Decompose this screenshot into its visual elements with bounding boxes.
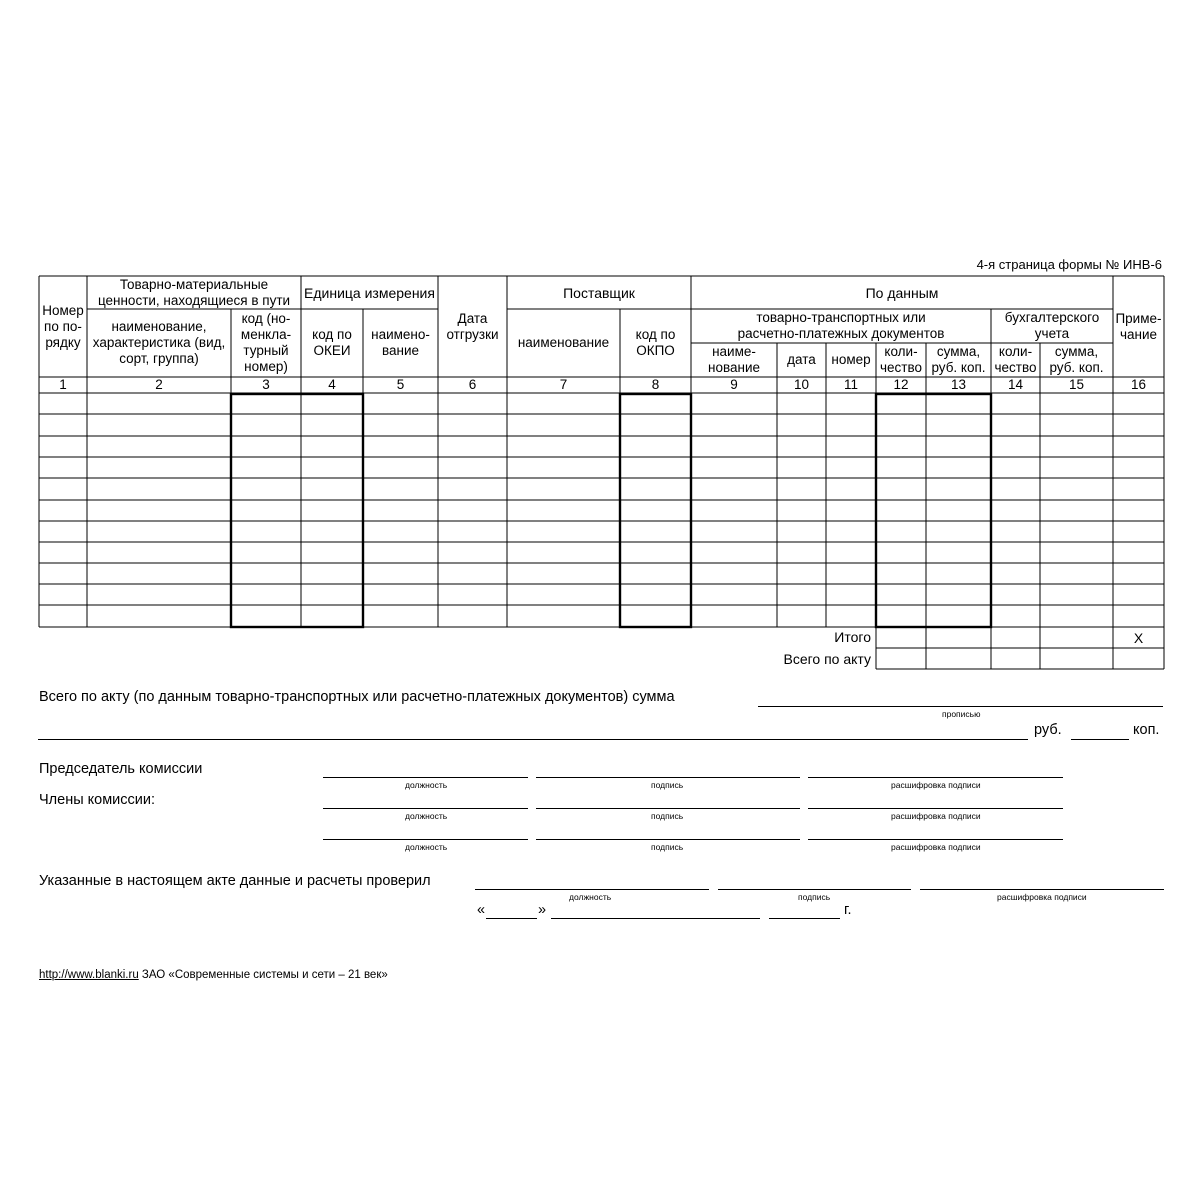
member1-decoding-line[interactable] (808, 808, 1063, 809)
member2-position-line[interactable] (323, 839, 528, 840)
quote-open: « (477, 902, 486, 918)
date-year-line[interactable] (769, 918, 840, 919)
footer-link[interactable]: http://www.blanki.ru (39, 969, 139, 981)
page-label: 4-я страница формы № ИНВ-6 (976, 257, 1162, 272)
column-number: 11 (843, 377, 858, 392)
decoding-caption: расшифровка подписи (997, 892, 1087, 902)
header-goods-name: наименование, характеристика (вид, сорт, группа) (92, 319, 226, 366)
column-number: 10 (793, 377, 810, 392)
sum-continued-line[interactable] (38, 739, 1028, 740)
member1-position-line[interactable] (323, 808, 528, 809)
header-ttn-date: дата (787, 352, 816, 367)
header-ttn-docs: товарно-транспортных или расчетно-платежных документов (737, 310, 945, 341)
column-number: 8 (651, 377, 660, 392)
column-number: 9 (730, 377, 738, 392)
header-supplier-name: наименование (517, 335, 610, 350)
header-ship-date: Дата отгрузки (446, 311, 499, 342)
column-number: 7 (559, 377, 568, 392)
header-acc-sum: сумма, руб. коп. (1049, 344, 1104, 375)
member1-signature-line[interactable] (536, 808, 800, 809)
position-caption: должность (405, 780, 448, 790)
member2-signature-line[interactable] (536, 839, 800, 840)
chairman-label: Председатель комиссии (39, 761, 203, 777)
signature-caption: подпись (651, 842, 684, 852)
decoding-caption: расшифровка подписи (891, 811, 981, 821)
header-acc-qty: коли- чество (994, 344, 1037, 375)
members-label: Члены комиссии: (39, 792, 156, 808)
column-number: 2 (155, 377, 163, 392)
column-number: 12 (893, 377, 909, 392)
header-ttn-sum: сумма, руб. коп. (931, 344, 986, 375)
header-supplier-okpo: код по ОКПО (635, 327, 676, 358)
member2-decoding-line[interactable] (808, 839, 1063, 840)
chairman-signature-line[interactable] (536, 777, 800, 778)
header-note: Приме- чание (1115, 311, 1162, 342)
in-words-caption: прописью (942, 709, 981, 719)
header-by-data: По данным (865, 285, 939, 301)
position-caption: должность (405, 811, 448, 821)
sum-in-words-line[interactable] (758, 706, 1163, 707)
checker-position-line[interactable] (475, 889, 709, 890)
column-number: 14 (1007, 377, 1024, 392)
column-number: 1 (59, 377, 67, 392)
vsego-po-aktu-label: Всего по акту (783, 651, 871, 667)
signature-caption: подпись (651, 811, 684, 821)
signature-caption: подпись (798, 892, 831, 902)
column-number: 13 (950, 377, 967, 392)
x-mark: X (1133, 630, 1144, 646)
header-ttn-number: номер (831, 352, 871, 367)
total-sum-label: Всего по акту (по данным товарно-транспортных или расчетно-платежных документов) сумма (39, 689, 675, 705)
column-number: 15 (1068, 377, 1085, 392)
header-unit-name: наимено- вание (371, 327, 430, 358)
header-unit: Единица измерения (304, 285, 435, 301)
checker-decoding-line[interactable] (920, 889, 1164, 890)
header-ttn-qty: коли- чество (879, 344, 922, 375)
header-unit-okei: код по ОКЕИ (312, 327, 352, 358)
itogo-label: Итого (834, 629, 871, 645)
checked-label: Указанные в настоящем акте данные и расчеты проверил (39, 873, 431, 889)
kop-line[interactable] (1071, 739, 1129, 740)
column-number: 16 (1130, 377, 1147, 392)
column-number: 6 (468, 377, 477, 392)
signature-caption: подпись (651, 780, 684, 790)
header-goods-code: код (но- менкла- турный номер) (240, 311, 292, 374)
decoding-caption: расшифровка подписи (891, 780, 981, 790)
header-row-number: Номер по по- рядку (42, 303, 84, 350)
position-caption: должность (405, 842, 448, 852)
header-goods: Товарно-материальные ценности, находящиеся в пути (97, 277, 291, 308)
header-ttn-name: наиме- нование (708, 344, 760, 375)
kop-label: коп. (1133, 722, 1160, 738)
date-day-line[interactable] (486, 918, 537, 919)
date-month-line[interactable] (551, 918, 760, 919)
column-number: 4 (328, 377, 336, 392)
year-label: г. (844, 902, 852, 918)
header-supplier: Поставщик (563, 285, 635, 301)
column-number: 3 (262, 377, 270, 392)
checker-signature-line[interactable] (718, 889, 911, 890)
quote-close: » (538, 902, 547, 918)
column-number: 5 (396, 377, 405, 392)
footer (39, 969, 388, 981)
header-accounting: бухгалтерского учета (1004, 310, 1100, 341)
position-caption: должность (569, 892, 612, 902)
footer-company: ЗАО «Современные системы и сети – 21 век» (141, 969, 388, 981)
chairman-decoding-line[interactable] (808, 777, 1063, 778)
decoding-caption: расшифровка подписи (891, 842, 981, 852)
rub-label: руб. (1034, 722, 1062, 738)
chairman-position-line[interactable] (323, 777, 528, 778)
